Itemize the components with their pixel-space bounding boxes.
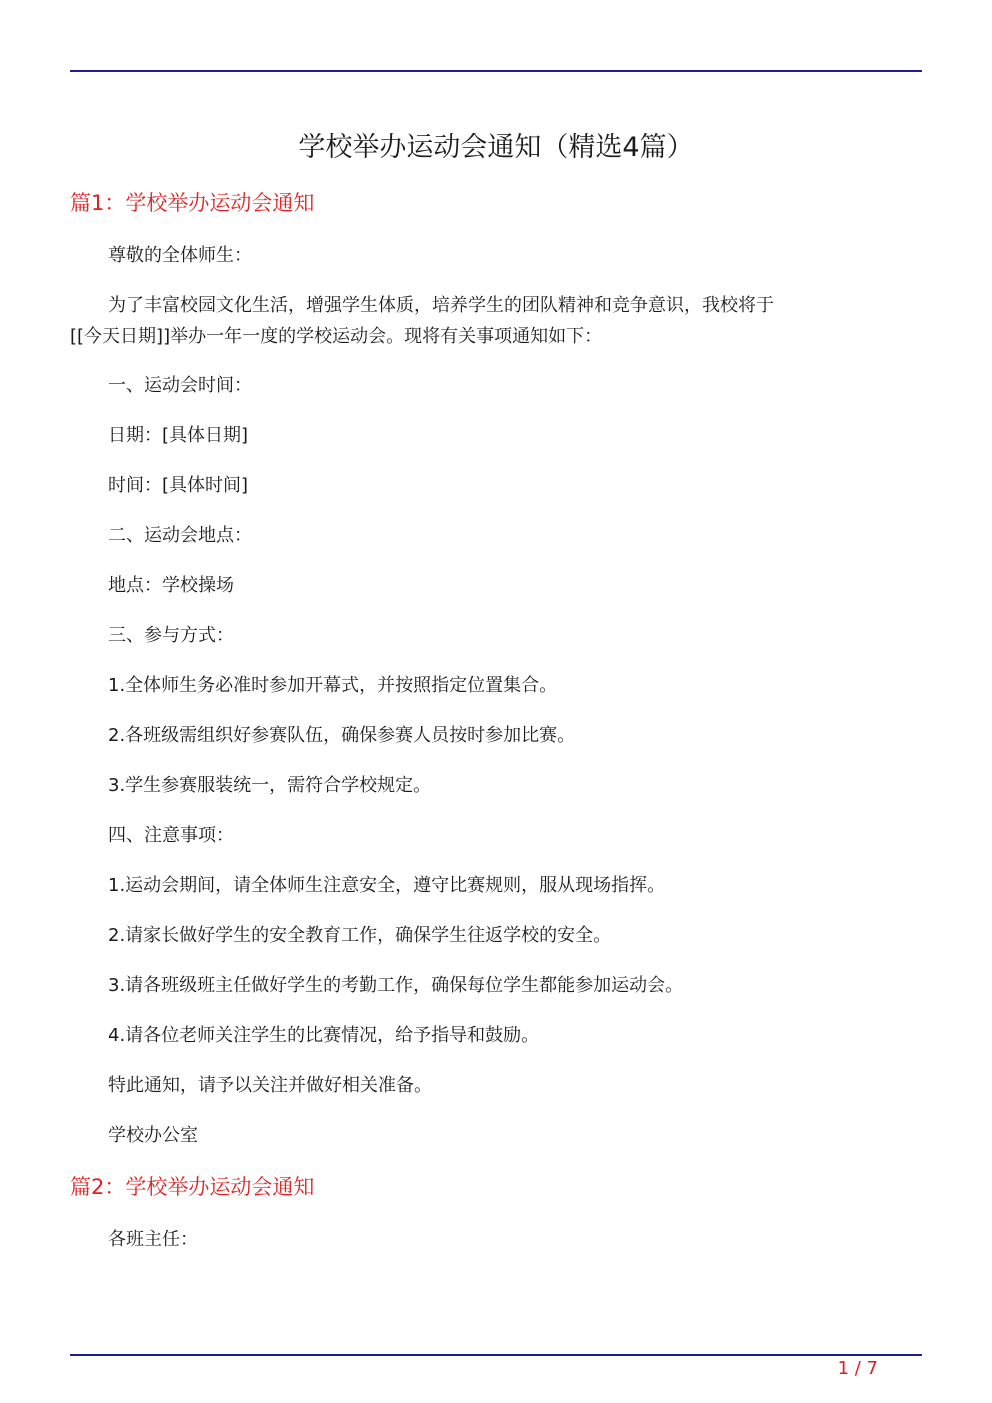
paragraph: 3.请各班级班主任做好学生的考勤工作，确保每位学生都能参加运动会。 xyxy=(108,975,684,996)
paragraph: 四、注意事项： xyxy=(108,825,234,846)
paragraph: 为了丰富校园文化生活，增强学生体质，培养学生的团队精神和竞争意识，我校将于[[今天日期]]举办一年一度的学校运动会。现将有关事项通知如下： xyxy=(70,295,774,347)
signature-line: 学校办公室 xyxy=(108,1125,198,1146)
paragraph: 2.各班级需组织好参赛队伍，确保参赛人员按时参加比赛。 xyxy=(108,725,576,746)
paragraph: 4.请各位老师关注学生的比赛情况，给予指导和鼓励。 xyxy=(108,1025,540,1046)
paragraph: 二、运动会地点： xyxy=(108,525,252,546)
paragraph: 3.学生参赛服装统一，需符合学校规定。 xyxy=(108,775,432,796)
paragraph: 三、参与方式： xyxy=(108,625,234,646)
paragraph: 地点：学校操场 xyxy=(108,575,234,596)
paragraph: 各班主任： xyxy=(108,1229,198,1250)
paragraph: 1.运动会期间，请全体师生注意安全，遵守比赛规则，服从现场指挥。 xyxy=(108,875,666,896)
paragraph: 1.全体师生务必准时参加开幕式，并按照指定位置集合。 xyxy=(108,675,558,696)
paragraph: 一、运动会时间： xyxy=(108,375,252,396)
paragraph: 2.请家长做好学生的安全教育工作，确保学生往返学校的安全。 xyxy=(108,925,612,946)
document-title: 学校举办运动会通知（精选4篇） xyxy=(298,132,694,163)
top-divider xyxy=(70,70,922,72)
paragraph: 特此通知，请予以关注并做好相关准备。 xyxy=(108,1075,432,1096)
paragraph: 时间：[具体时间] xyxy=(108,475,249,496)
paragraph: 日期：[具体日期] xyxy=(108,425,249,446)
bottom-divider xyxy=(70,1354,922,1356)
section-heading-1: 篇1：学校举办运动会通知 xyxy=(70,191,315,215)
page-number: 1 / 7 xyxy=(837,1358,878,1379)
section-heading-2: 篇2：学校举办运动会通知 xyxy=(70,1175,315,1199)
paragraph: 尊敬的全体师生： xyxy=(108,245,252,266)
